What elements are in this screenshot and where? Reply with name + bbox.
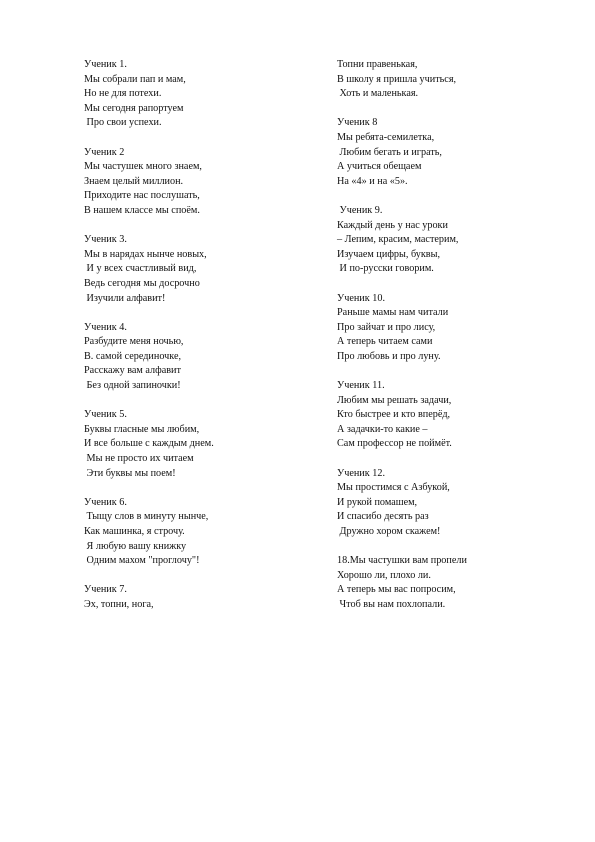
verse-line: Эх, топни, нога, — [84, 598, 154, 610]
verse-line: Ведь сегодня мы досрочно — [84, 277, 200, 289]
stanza-heading: Ученик 1. — [84, 59, 127, 70]
verse-line: А задачки-то какие – — [337, 423, 428, 435]
verse-line: Про свои успехи. — [84, 117, 162, 129]
right-column — [337, 58, 577, 627]
verse-line: Как машинка, я строчу. — [84, 526, 185, 537]
verse-line: В нашем классе мы споём. — [84, 204, 200, 216]
verse-line: Любим мы решать задачи, — [337, 394, 452, 406]
stanza-heading: Ученик 4. — [84, 321, 127, 333]
verse-line: Эти буквы мы поем! — [84, 467, 176, 479]
verse-line: Хоть и маленькая. — [337, 88, 419, 100]
verse-line: Любим бегать и играть, — [337, 146, 442, 158]
stanza-heading: Ученик 3. — [84, 234, 127, 246]
stanza-heading: Ученик 8 — [337, 117, 378, 129]
verse-line: Сам профессор не поймёт. — [337, 438, 452, 450]
verse-line: Расскажу вам алфавит — [84, 365, 181, 377]
stanza-heading: Ученик 12. — [337, 467, 385, 479]
stanza-heading: Ученик 10. — [337, 292, 385, 304]
stanza-heading: Ученик 7. — [84, 584, 127, 596]
verse-line: Одним махом "проглочу"! — [84, 555, 200, 567]
verse-line: Топни правенькая, — [337, 59, 418, 70]
verse-line: А учиться обещаем — [337, 161, 422, 173]
stanza — [337, 467, 577, 540]
verse-line: В. самой серединочке, — [84, 350, 182, 362]
verse-line: Мы частушек много знаем, — [84, 161, 202, 173]
verse-line: И все больше с каждым днем. — [84, 438, 214, 450]
stanza — [84, 146, 319, 219]
verse-line: Про любовь и про луну. — [337, 350, 441, 362]
verse-line: Про зайчат и про лису, — [337, 321, 436, 333]
verse-line: Изучаем цифры, буквы, — [337, 248, 440, 260]
verse-line: Мы в нарядах нынче новых, — [84, 248, 207, 260]
verse-line: Каждый день у нас уроки — [337, 219, 448, 231]
verse-line: Тыщу слов в минуту нынче, — [84, 511, 209, 523]
verse-line: Дружно хором скажем! — [337, 526, 441, 537]
stanza-heading: Ученик 2 — [84, 146, 125, 158]
stanza-heading: Ученик 6. — [84, 496, 127, 508]
stanza — [84, 321, 319, 394]
stanza — [337, 204, 577, 277]
stanza — [337, 58, 577, 102]
verse-line: – Лепим, красим, мастерим, — [337, 234, 459, 246]
verse-line: Чтоб вы нам похлопали. — [337, 598, 446, 610]
stanza — [84, 58, 319, 131]
stanza — [84, 583, 319, 612]
stanza-heading: Ученик 5. — [84, 409, 127, 421]
verse-line: Хорошо ли, плохо ли. — [337, 569, 431, 581]
verse-line: Мы сегодня рапортуем — [84, 102, 184, 114]
verse-line: Буквы гласные мы любим, — [84, 423, 200, 435]
verse-line: Без одной запиночки! — [84, 380, 181, 392]
stanza — [84, 496, 319, 569]
verse-line: Мы ребята-семилетка, — [337, 131, 435, 143]
verse-line: И рукой помашем, — [337, 496, 418, 508]
verse-line: Кто быстрее и кто вперёд, — [337, 409, 451, 421]
verse-line: Разбудите меня ночью, — [84, 336, 184, 348]
stanza — [337, 554, 577, 612]
stanza-heading: Ученик 9. — [337, 204, 383, 216]
verse-line: И по-русски говорим. — [337, 263, 434, 275]
left-column — [84, 58, 319, 627]
verse-line: В школу я пришла учиться, — [337, 73, 457, 85]
verse-line: На «4» и на «5». — [337, 175, 408, 187]
verse-line: Изучили алфавит! — [84, 292, 166, 304]
stanza-heading: 18.Мы частушки вам пропели — [337, 555, 467, 567]
stanza — [84, 233, 319, 306]
verse-line: Мы не просто их читаем — [84, 453, 194, 465]
verse-line: А теперь мы вас попросим, — [337, 584, 456, 596]
verse-line: А теперь читаем сами — [337, 336, 433, 348]
verse-line: Приходите нас послушать, — [84, 190, 200, 202]
verse-line: И спасибо десять раз — [337, 511, 429, 523]
stanza-heading: Ученик 11. — [337, 380, 385, 392]
verse-line: Мы простимся с Азбукой, — [337, 482, 450, 494]
stanza — [337, 116, 577, 189]
verse-line: Знаем целый миллион. — [84, 175, 184, 187]
stanza — [337, 292, 577, 365]
verse-line: Мы собрали пап и мам, — [84, 73, 186, 85]
verse-line: И у всех счастливый вид, — [84, 263, 197, 275]
stanza — [337, 379, 577, 452]
verse-line: Раньше мамы нам читали — [337, 307, 449, 319]
verse-line: Я любую вашу книжку — [84, 540, 187, 552]
stanza — [84, 408, 319, 481]
verse-line: Но не для потехи. — [84, 88, 162, 100]
